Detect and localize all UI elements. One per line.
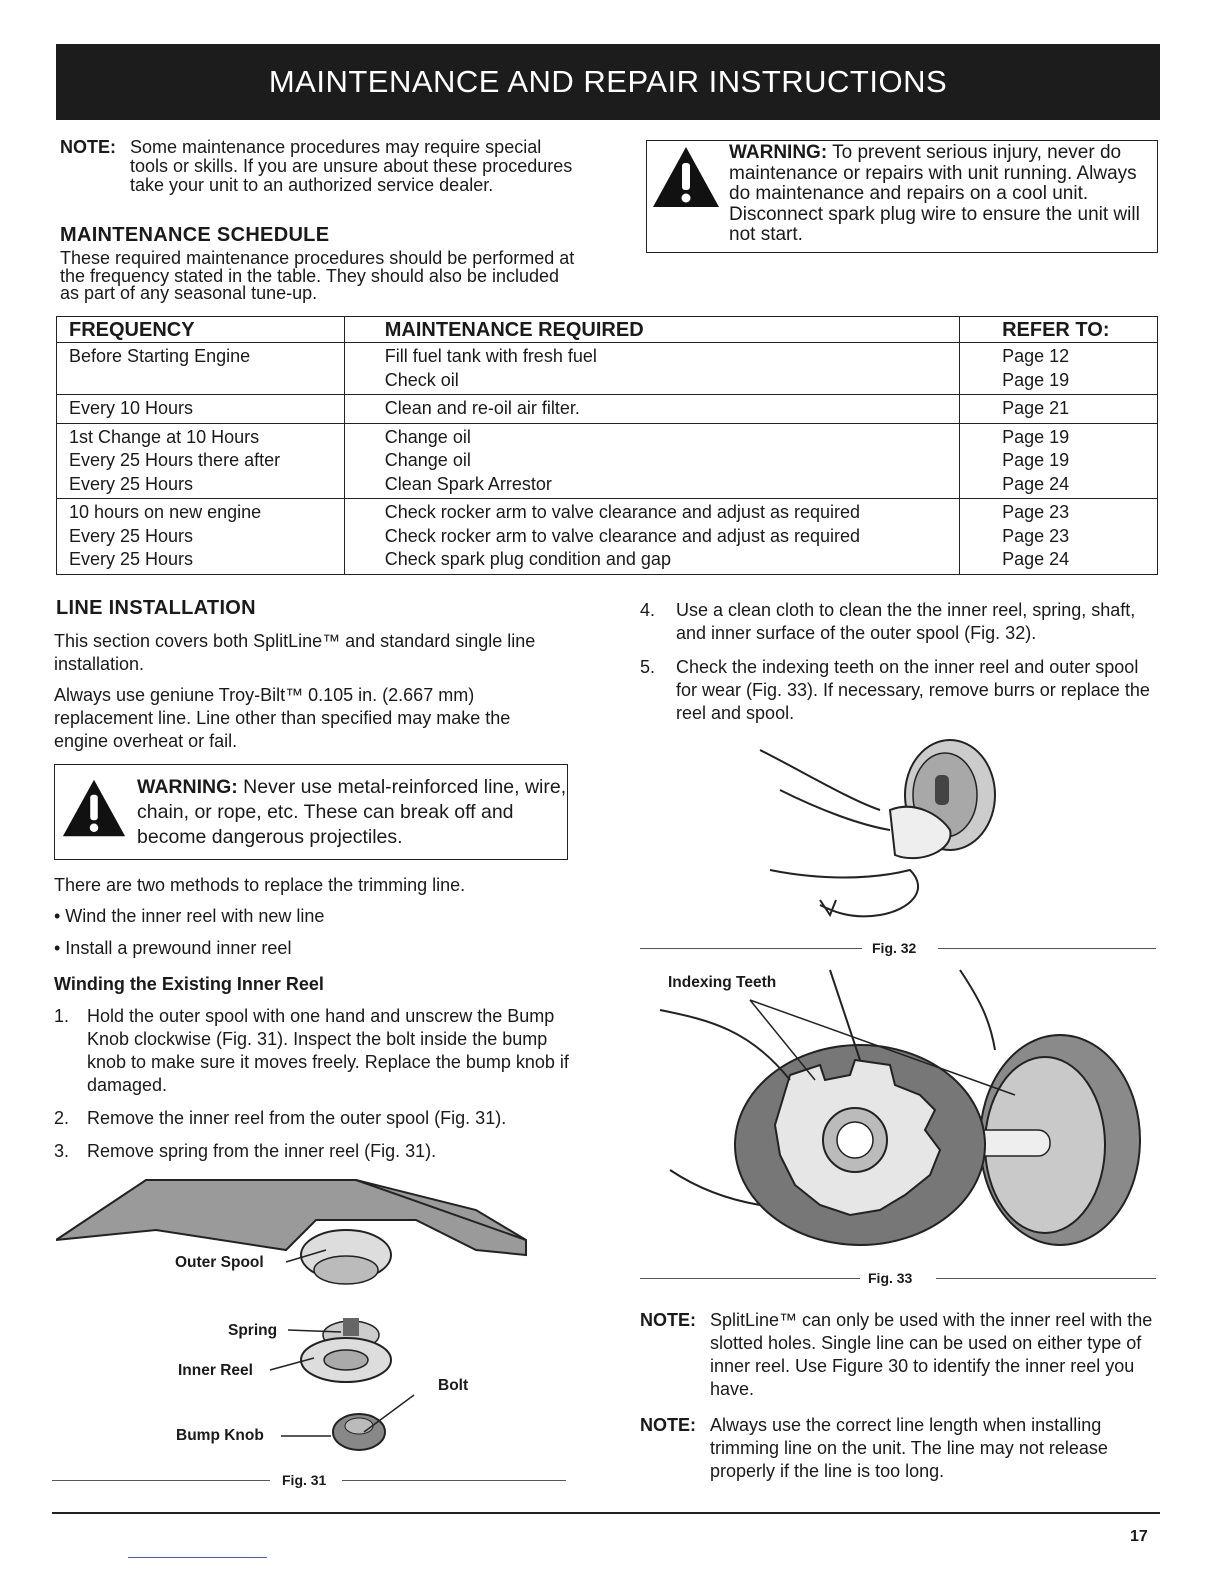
ref-cell: Page 19 bbox=[1002, 426, 1070, 447]
warning-body: Never use metal-reinforced line, wire, chain, or rope, etc. These can break off and become dangerous projectiles. bbox=[137, 776, 567, 848]
freq-cell: Every 25 Hours bbox=[69, 525, 194, 546]
fig31-label-spring: Spring bbox=[228, 1322, 278, 1339]
fig31-label-bump-knob: Bump Knob bbox=[176, 1427, 264, 1444]
decorative-blue-line bbox=[128, 1557, 267, 1558]
step-number: 5. bbox=[640, 657, 656, 677]
warning-box-top bbox=[646, 140, 1158, 253]
winding-subheading: Winding the Existing Inner Reel bbox=[54, 974, 324, 994]
step-number: 4. bbox=[640, 600, 656, 620]
col-maintenance: MAINTENANCE REQUIRED bbox=[344, 317, 959, 343]
warning-label: WARNING: bbox=[137, 776, 238, 798]
maint-cell: Clean Spark Arrestor bbox=[384, 473, 552, 494]
maint-cell: Clean and re-oil air filter. bbox=[384, 398, 580, 418]
maint-cell: Check rocker arm to valve clearance and adjust as required bbox=[384, 525, 860, 546]
step-number: 1. bbox=[54, 1006, 70, 1026]
freq-cell: Every 25 Hours bbox=[69, 473, 194, 494]
step-text: Remove spring from the inner reel (Fig. 31). bbox=[87, 1141, 437, 1161]
fig31-label-outer-spool: Outer Spool bbox=[175, 1254, 264, 1271]
figure-rule bbox=[938, 948, 1156, 949]
step-number: 2. bbox=[54, 1108, 70, 1128]
fig33-caption: Fig. 33 bbox=[868, 1270, 913, 1286]
schedule-heading: MAINTENANCE SCHEDULE bbox=[60, 224, 330, 246]
note-label: NOTE: bbox=[60, 137, 116, 157]
page-title: MAINTENANCE AND REPAIR INSTRUCTIONS bbox=[268, 64, 948, 99]
fig31-label-inner-reel: Inner Reel bbox=[178, 1362, 253, 1379]
table-header-row bbox=[57, 317, 1158, 343]
step-text: Remove the inner reel from the outer spool (Fig. 31). bbox=[87, 1108, 507, 1128]
fig32-caption: Fig. 32 bbox=[872, 940, 917, 956]
warning-triangle-icon bbox=[651, 145, 721, 209]
line-installation-p1: This section covers both SplitLine™ and standard single line installation. bbox=[54, 631, 536, 674]
table-row bbox=[57, 395, 1158, 424]
methods-intro: There are two methods to replace the trimming line. bbox=[54, 875, 466, 895]
warning-box-line bbox=[54, 764, 568, 860]
figure-rule bbox=[342, 1480, 566, 1481]
step-item bbox=[640, 599, 1160, 645]
footer-rule bbox=[52, 1512, 1160, 1514]
note-text: SplitLine™ can only be used with the inner reel with the slotted holes. Single line can be used on either type of inner reel. Use Figure 30 to identify the inner reel you have. bbox=[710, 1310, 1153, 1399]
warning-label: WARNING: bbox=[729, 142, 828, 163]
ref-cell: Page 12 bbox=[1002, 346, 1070, 366]
note-line-length bbox=[640, 1414, 1160, 1483]
warning-text-line bbox=[137, 775, 567, 850]
ref-cell: Page 24 bbox=[1002, 473, 1070, 494]
ref-cell: Page 23 bbox=[1002, 525, 1070, 546]
table-row bbox=[57, 343, 1158, 395]
fig31-trimmer-head-exploded-illustration bbox=[56, 1170, 556, 1470]
step-item bbox=[54, 1140, 574, 1163]
fig31-caption: Fig. 31 bbox=[282, 1472, 327, 1488]
col-refer: REFER TO: bbox=[960, 317, 1158, 343]
page-title-banner bbox=[56, 44, 1160, 120]
step-text: Hold the outer spool with one hand and unscrew the Bump Knob clockwise (Fig. 31). Inspect the bolt inside the bump knob to make sure it moves freely. Replace the bump knob if damaged. bbox=[87, 1006, 569, 1095]
method-item: • Install a prewound inner reel bbox=[54, 938, 292, 958]
freq-cell: 10 hours on new engine bbox=[69, 502, 262, 522]
step-item bbox=[54, 1005, 574, 1097]
maint-cell: Fill fuel tank with fresh fuel bbox=[384, 346, 597, 366]
step-text: Check the indexing teeth on the inner reel and outer spool for wear (Fig. 33). If necessary, remove burrs or replace the reel and spool. bbox=[676, 657, 1150, 723]
table-row bbox=[57, 499, 1158, 575]
note-top bbox=[60, 138, 580, 195]
line-installation-p2: Always use geniune Troy-Bilt™ 0.105 in. (2.667 mm) replacement line. Line other than specified may make the engine overheat or fail. bbox=[54, 685, 511, 751]
maint-cell: Check spark plug condition and gap bbox=[384, 549, 671, 569]
ref-cell: Page 19 bbox=[1002, 450, 1070, 470]
note-text: Always use the correct line length when installing trimming line on the unit. The line may not release properly if the line is too long. bbox=[710, 1415, 1108, 1481]
figure-rule bbox=[936, 1278, 1156, 1279]
freq-cell: 1st Change at 10 Hours bbox=[69, 426, 260, 447]
line-installation-heading: LINE INSTALLATION bbox=[56, 597, 256, 619]
step-item bbox=[54, 1107, 574, 1130]
maint-cell: Change oil bbox=[384, 426, 471, 447]
freq-cell: Every 25 Hours bbox=[69, 549, 194, 569]
col-frequency: FREQUENCY bbox=[57, 317, 345, 343]
note-splitline bbox=[640, 1309, 1160, 1401]
freq-cell: Before Starting Engine bbox=[69, 346, 251, 366]
schedule-intro: These required maintenance procedures should be performed at the frequency stated in the table. They should also be included as part of any seasonal tune-up. bbox=[60, 248, 575, 303]
ref-cell: Page 24 bbox=[1002, 549, 1070, 569]
maint-cell: Check oil bbox=[384, 369, 459, 390]
step-text: Use a clean cloth to clean the the inner reel, spring, shaft, and inner surface of the outer spool (Fig. 32). bbox=[676, 600, 1136, 643]
step-item bbox=[640, 656, 1160, 725]
note-label: NOTE: bbox=[640, 1310, 696, 1330]
ref-cell: Page 21 bbox=[1002, 398, 1070, 418]
warning-triangle-icon bbox=[61, 777, 127, 839]
ref-cell: Page 19 bbox=[1002, 369, 1070, 390]
page-number: 17 bbox=[1130, 1528, 1148, 1545]
warning-text-top bbox=[729, 143, 1149, 246]
fig33-indexing-teeth-illustration bbox=[650, 960, 1160, 1260]
maint-cell: Change oil bbox=[384, 450, 471, 470]
fig32-cleaning-spool-illustration bbox=[740, 730, 1020, 930]
note-text: Some maintenance procedures may require special tools or skills. If you are unsure about these procedures take your unit to an authorized service dealer. bbox=[130, 137, 573, 195]
fig31-label-bolt: Bolt bbox=[438, 1377, 469, 1394]
table-row bbox=[57, 423, 1158, 499]
freq-cell: Every 25 Hours there after bbox=[69, 450, 281, 470]
maint-cell: Check rocker arm to valve clearance and adjust as required bbox=[384, 502, 860, 522]
warning-body: To prevent serious injury, never do maintenance or repairs with unit running. Always do maintenance and repairs on a cool unit. Disconnect spark plug wire to ensure the unit will not start. bbox=[729, 142, 1140, 245]
figure-rule bbox=[640, 1278, 860, 1279]
method-item: • Wind the inner reel with new line bbox=[54, 906, 325, 926]
figure-rule bbox=[640, 948, 862, 949]
maintenance-schedule-table bbox=[56, 316, 1158, 575]
note-label: NOTE: bbox=[640, 1415, 696, 1435]
fig33-label-indexing-teeth: Indexing Teeth bbox=[668, 974, 777, 991]
step-number: 3. bbox=[54, 1141, 70, 1161]
figure-rule bbox=[52, 1480, 270, 1481]
ref-cell: Page 23 bbox=[1002, 502, 1070, 522]
freq-cell: Every 10 Hours bbox=[69, 398, 194, 418]
